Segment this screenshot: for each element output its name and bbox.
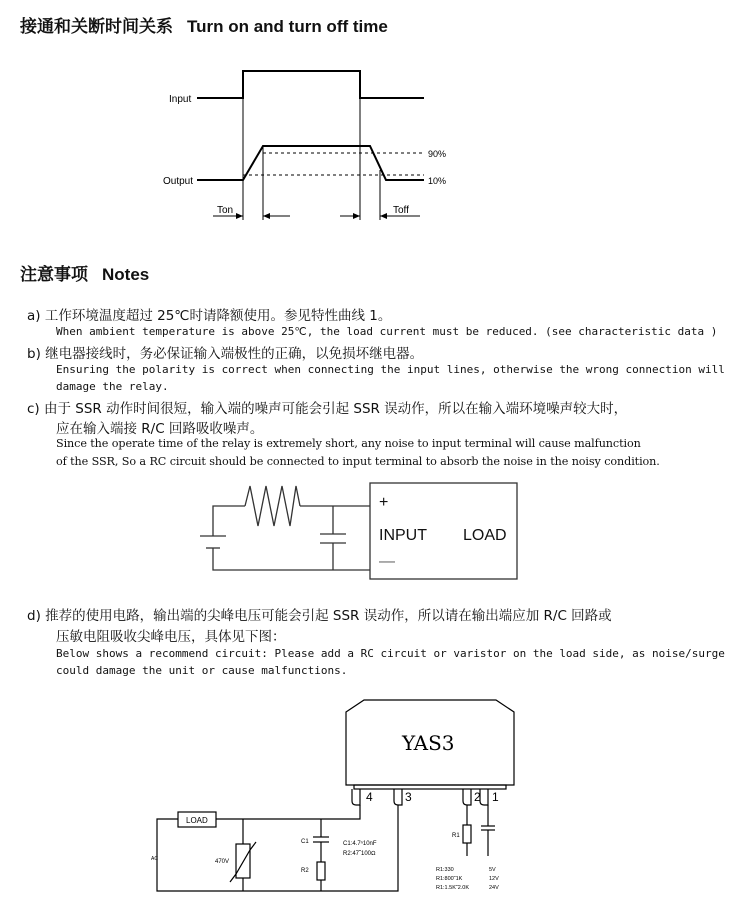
r1-label: R1 xyxy=(452,833,460,839)
note-d-zh-2: 压敏电阻吸收尖峰电压，具体见下图： xyxy=(56,629,286,645)
r1-row-2: R1:1.5K˜2.0K xyxy=(436,885,470,891)
pin-2: 2 xyxy=(474,790,481,804)
plus-terminal: + xyxy=(379,494,389,511)
r1-volt-2: 24V xyxy=(489,885,499,891)
note-d-zh-1: d) 推荐的使用电路，输出端的尖峰电压可能会引起 SSR 误动作，所以请在输出端应加 R/C 回路或 xyxy=(27,608,612,624)
note-b-en-1: Ensuring the polarity is correct when connecting the input lines, otherwise the wrong connection will xyxy=(56,363,725,376)
load-box-label: LOAD xyxy=(186,816,208,825)
pin-4: 4 xyxy=(366,790,373,804)
label-90: 90% xyxy=(428,149,447,159)
note-d-en-1: Below shows a recommend circuit: Please add a RC circuit or varistor on the load side, as noise/surge xyxy=(56,647,725,660)
r1-volt-1: 12V xyxy=(489,876,499,882)
output-label: Output xyxy=(163,176,194,187)
note-b-en-2: damage the relay. xyxy=(56,380,169,393)
note-b-zh: b) 继电器接线时，务必保证输入端极性的正确，以免损坏继电器。 xyxy=(27,346,424,362)
heading-zh: 注意事项 xyxy=(20,265,88,285)
r1-volt-0: 5V xyxy=(489,867,496,873)
minus-terminal: — xyxy=(379,553,395,570)
ton-label: Ton xyxy=(217,205,234,216)
c1-label: C1 xyxy=(301,839,309,845)
r1-row-1: R1:800˜1K xyxy=(436,876,463,882)
r2-value: R2:47˜100Ω xyxy=(343,851,376,857)
note-c-zh-2: 应在输入端接 R/C 回路吸收噪声。 xyxy=(56,421,264,437)
ac-label: AC xyxy=(151,856,158,862)
note-a-en: When ambient temperature is above 25℃, the load current must be reduced. (see characteristic data ) xyxy=(56,325,718,338)
label-10: 10% xyxy=(428,176,447,186)
r2-label: R2 xyxy=(301,868,309,874)
model-label: YAS3 xyxy=(402,731,455,755)
note-c-zh-1: c) 由于 SSR 动作时间很短，输入端的噪声可能会引起 SSR 误动作，所以在输入端环境噪声较大时， xyxy=(27,401,628,417)
input-label: Input xyxy=(169,94,192,105)
c1-value: C1:4.7ⁿ10nF xyxy=(343,841,377,847)
toff-label: Toff xyxy=(393,205,409,216)
note-c-en-1: Since the operate time of the relay is extremely short, any noise to input terminal will cause malfunction xyxy=(56,437,641,450)
pin-3: 3 xyxy=(405,790,412,804)
note-d-en-2: could damage the unit or cause malfunctions. xyxy=(56,664,348,677)
heading-en: Notes xyxy=(102,265,150,284)
note-c-en-2: of the SSR, So a RC circuit should be connected to input terminal to absorb the noise in the noisy condition. xyxy=(56,455,660,468)
r1-row-0: R1:330 xyxy=(436,867,454,873)
note-a-zh: a) 工作环境温度超过 25℃时请降额使用。参见特性曲线 1。 xyxy=(27,308,392,324)
input-label: INPUT xyxy=(379,527,427,544)
heading-zh: 接通和关断时间关系 xyxy=(20,17,173,37)
load-label: LOAD xyxy=(463,527,507,544)
heading-en: Turn on and turn off time xyxy=(187,17,388,36)
pin-1: 1 xyxy=(492,790,499,804)
varistor-label: 470V xyxy=(215,859,230,865)
